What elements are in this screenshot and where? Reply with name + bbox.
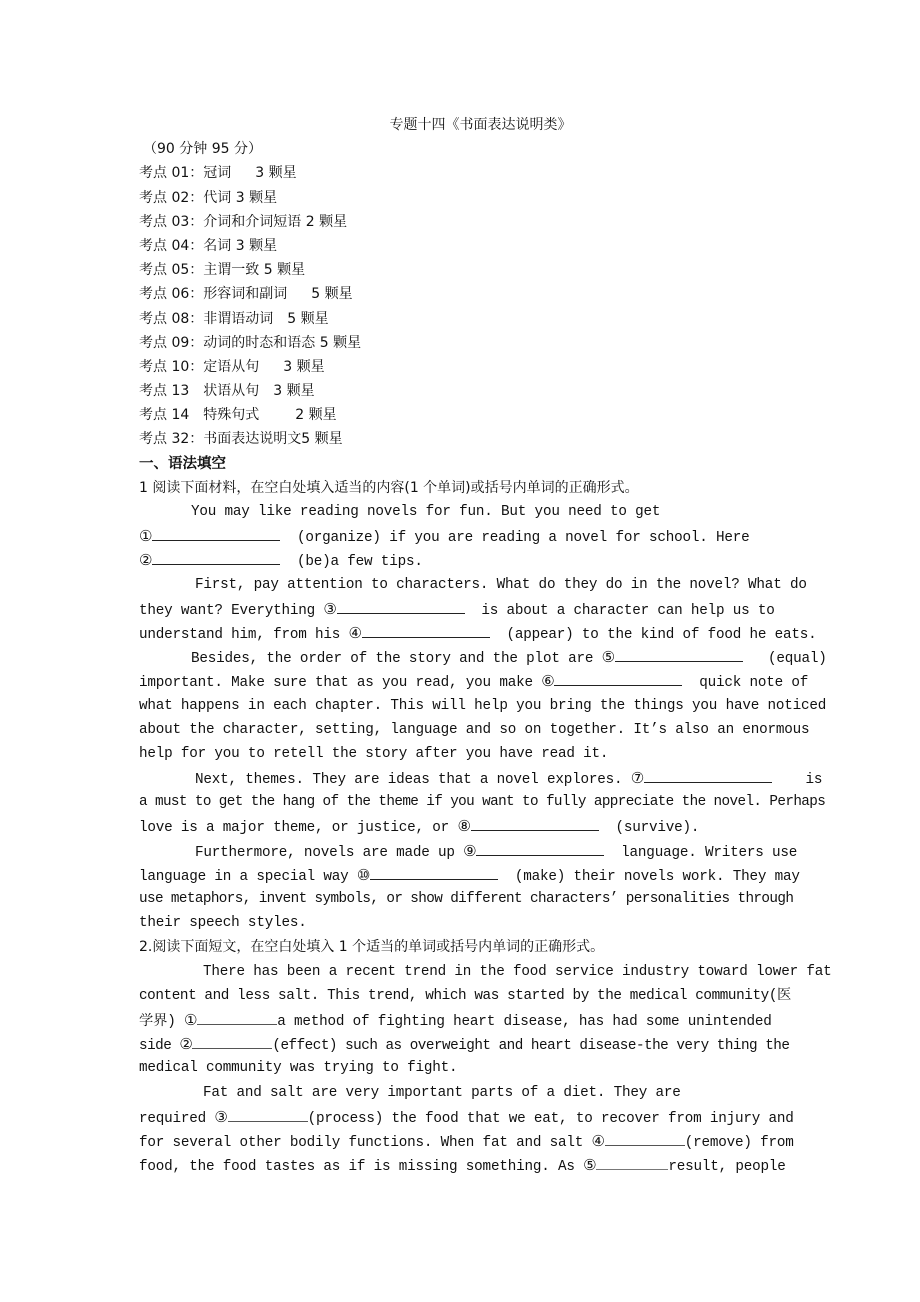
kaodian-stars: 5 颗星: [287, 310, 329, 327]
blank-number: ⑩: [356, 865, 371, 884]
kaodian-list: [139, 161, 782, 451]
blank-number: ②: [139, 551, 153, 570]
blank-number: ④: [348, 623, 362, 642]
blank-number: ②: [179, 1035, 193, 1054]
kaodian-topic: 代词: [203, 189, 232, 206]
kaodian-item: [139, 379, 782, 403]
answer-blank[interactable]: [152, 549, 280, 565]
kaodian-stars: 3 颗星: [283, 358, 325, 375]
kaodian-topic: 特殊句式: [203, 407, 260, 424]
kaodian-topic: 非谓语动词: [203, 310, 274, 327]
passage-line: [139, 573, 807, 597]
passage-line: [139, 645, 827, 669]
passage-line: their speech styles.: [139, 915, 307, 932]
passage-text: love is a major theme, or justice, or: [139, 820, 458, 837]
answer-blank[interactable]: [192, 1033, 272, 1049]
kaodian-stars: 3 颗星: [273, 383, 315, 400]
passage-text: important. Make sure that as you read, you make: [139, 675, 542, 692]
passage-line: [139, 597, 782, 621]
passage-line: [139, 863, 800, 887]
passage-text: (organize) if you are reading a novel for school. Here: [297, 530, 750, 547]
answer-blank[interactable]: [152, 525, 280, 541]
passage-text: (effect) such as overweight and heart disease-the very thing the: [272, 1038, 790, 1055]
passage-text: (equal): [768, 651, 827, 668]
answer-blank[interactable]: [554, 670, 682, 686]
kaodian-label: 考点 32：: [139, 431, 204, 448]
document-title: 专题十四《书面表达说明类》: [389, 117, 572, 133]
kaodian-label: 考点 01：: [139, 165, 204, 182]
kaodian-stars: 3 颗星: [255, 165, 297, 182]
question-2: [139, 935, 832, 1177]
passage-line: [139, 1008, 782, 1032]
passage-text: language in a special way: [139, 868, 357, 885]
passage-line: [139, 669, 809, 693]
kaodian-stars: 5 颗星: [301, 431, 343, 448]
answer-blank[interactable]: [596, 1154, 668, 1170]
passage-line: [139, 814, 782, 838]
passage-text: they want? Everything: [139, 602, 324, 619]
passage-line: [139, 766, 823, 790]
blank-number: ⑥: [541, 672, 555, 691]
passage-text: (remove) from: [684, 1134, 794, 1151]
blank-number: ③: [323, 599, 337, 618]
kaodian-item: [139, 258, 782, 282]
passage-line: use metaphors, invent symbols, or show different characters’ personalities through: [139, 891, 794, 907]
passage-line: medical community was trying to fight.: [139, 1060, 458, 1077]
passage-text: result, people: [668, 1159, 786, 1176]
kaodian-label: 考点 09：: [139, 334, 204, 351]
answer-blank[interactable]: [370, 864, 498, 880]
kaodian-item: [139, 186, 782, 210]
kaodian-label: 考点 03：: [139, 213, 204, 230]
kaodian-stars: 5 颗星: [311, 286, 353, 303]
passage-line: There has been a recent trend in the food service industry toward lower fat: [203, 963, 832, 980]
kaodian-topic: 书面表达说明文: [203, 431, 302, 448]
passage-text: is: [805, 772, 823, 789]
kaodian-item: [139, 403, 782, 427]
blank-number: ⑧: [457, 817, 471, 836]
passage-line: You may like reading novels for fun. But you need to get: [191, 504, 661, 520]
passage-text: is about a character can help us to: [481, 602, 775, 619]
kaodian-item: [139, 210, 782, 234]
kaodian-stars: 2 颗星: [295, 407, 337, 424]
kaodian-item: [139, 282, 782, 306]
passage-text: food, the food tastes as if is missing something. As: [139, 1159, 584, 1176]
passage-text: a method of fighting heart disease, has had some unintended: [277, 1013, 772, 1030]
kaodian-label: 考点 14: [139, 407, 190, 424]
passage-line: what happens in each chapter. This will help you bring the things you have noticed: [139, 697, 827, 714]
kaodian-label: 考点 10：: [139, 358, 204, 375]
answer-blank[interactable]: [337, 598, 465, 614]
kaodian-item: [139, 307, 782, 331]
kaodian-label: 考点 06：: [139, 286, 204, 303]
kaodian-topic: 动词的时态和语态: [203, 334, 316, 351]
answer-blank[interactable]: [615, 646, 743, 662]
answer-blank[interactable]: [362, 622, 490, 638]
passage-text: (process) the food that we eat, to recover from injury and: [307, 1110, 794, 1127]
kaodian-label: 考点 05：: [139, 262, 204, 279]
kaodian-label: 考点 02：: [139, 189, 204, 206]
answer-blank[interactable]: [644, 767, 772, 783]
kaodian-topic: 定语从句: [203, 358, 260, 375]
kaodian-item: [139, 427, 782, 451]
kaodian-topic: 名词: [203, 237, 232, 254]
kaodian-stars: 5 颗星: [319, 334, 362, 351]
passage-text: understand him, from his: [139, 626, 349, 643]
blank-number: ①: [139, 527, 153, 546]
kaodian-item: [139, 355, 782, 379]
answer-blank[interactable]: [476, 840, 604, 856]
kaodian-item: [139, 161, 782, 185]
passage-line: about the character, setting, language and so on together. It’s also an enormous: [139, 721, 810, 738]
passage-line: a must to get the hang of the theme if you want to fully appreciate the novel. Perhaps: [139, 794, 826, 811]
question-instruction: 2.阅读下面短文，在空白处填入 1 个适当的单词或括号内单词的正确形式。: [139, 939, 605, 956]
kaodian-stars: 3 颗星: [235, 237, 278, 254]
passage-line: content and less salt. This trend, which was started by the medical community(医: [139, 987, 791, 1004]
passage-text: Besides, the order of the story and the plot are: [191, 651, 602, 668]
passage-line: [139, 548, 782, 572]
section-heading-grammar-fill: 一、语法填空: [139, 455, 226, 472]
kaodian-stars: 2 颗星: [305, 213, 348, 230]
kaodian-topic: 状语从句: [203, 383, 260, 400]
passage-text: (survive).: [615, 820, 700, 837]
passage-line: [139, 621, 817, 645]
blank-number: ④: [591, 1131, 605, 1150]
kaodian-label: 考点 13: [139, 383, 190, 400]
kaodian-topic: 主谓一致: [203, 262, 260, 279]
kaodian-stars: 3 颗星: [235, 189, 278, 206]
passage-line: [139, 1129, 794, 1153]
passage-line: [139, 839, 798, 863]
blank-number: ⑤: [601, 648, 615, 667]
passage-line: [139, 524, 782, 548]
kaodian-topic: 冠词: [203, 165, 232, 182]
passage-text: (appear) to the kind of food he eats.: [506, 626, 817, 643]
kaodian-item: [139, 234, 782, 258]
passage-text: side: [139, 1038, 180, 1055]
answer-blank[interactable]: [605, 1130, 685, 1146]
kaodian-topic: 形容词和副词: [203, 286, 288, 303]
passage-line: Fat and salt are very important parts of a diet. They are: [203, 1084, 681, 1101]
kaodian-item: [139, 331, 782, 355]
passage-line: [139, 1032, 790, 1056]
question-instruction: 1 阅读下面材料，在空白处填入适当的内容(1 个单词)或括号内单词的正确形式。: [139, 479, 639, 496]
answer-blank[interactable]: [471, 815, 599, 831]
passage-text: for several other bodily functions. When fat and salt: [139, 1134, 592, 1151]
kaodian-topic: 介词和介词短语: [203, 213, 302, 230]
passage-line: [139, 1153, 786, 1177]
passage-text: required: [139, 1110, 215, 1127]
answer-blank[interactable]: [197, 1009, 277, 1025]
passage-text: (be)a few tips.: [297, 554, 423, 571]
passage-text: language. Writers use: [621, 844, 798, 861]
passage-line: help for you to retell the story after you have read it.: [139, 745, 609, 762]
passage-text: quick note of: [699, 675, 809, 692]
kaodian-label: 考点 04：: [139, 237, 204, 254]
passage-text: Furthermore, novels are made up: [195, 844, 464, 861]
question-1: [139, 476, 827, 936]
blank-number: ③: [214, 1107, 228, 1126]
passage-text: First, pay attention to characters. What do they do in the novel? What do: [195, 576, 807, 593]
document-page: [139, 113, 832, 1177]
passage-text: 学界): [139, 1013, 184, 1030]
passage-text: Next, themes. They are ideas that a novel explores.: [195, 772, 631, 789]
exam-duration: （90 分钟 95 分）: [143, 141, 262, 158]
kaodian-label: 考点 08：: [139, 310, 204, 327]
passage-line: [139, 1105, 794, 1129]
blank-number: ①: [183, 1010, 198, 1029]
blank-number: ⑨: [463, 841, 477, 860]
passage-text: (make) their novels work. They may: [514, 868, 800, 885]
answer-blank[interactable]: [228, 1106, 308, 1122]
blank-number: ⑤: [583, 1156, 597, 1175]
blank-number: ⑦: [630, 769, 644, 788]
kaodian-stars: 5 颗星: [263, 262, 306, 279]
